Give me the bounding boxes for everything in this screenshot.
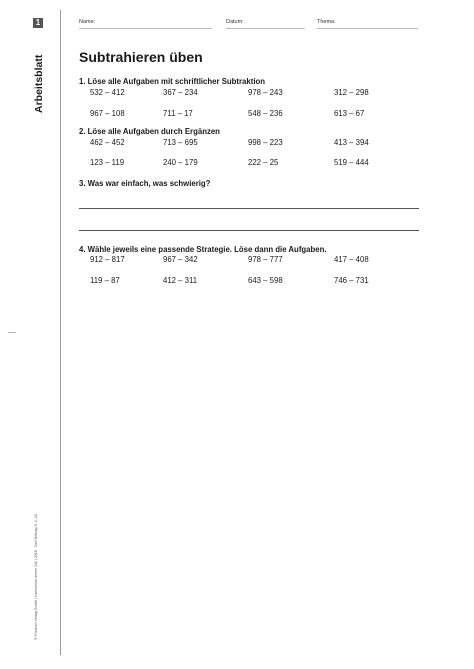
exercise: 643 – 598 [248, 276, 283, 285]
exercise: 240 – 179 [163, 158, 198, 167]
date-field[interactable] [226, 28, 305, 29]
name-label: Name: [79, 19, 96, 25]
page-number-badge: 1 [33, 18, 43, 28]
exercise: 746 – 731 [334, 276, 369, 285]
fold-mark [8, 332, 16, 333]
exercise: 978 – 243 [248, 88, 283, 97]
exercise: 978 – 777 [248, 255, 283, 264]
exercise: 119 – 87 [90, 276, 120, 285]
exercise: 462 – 452 [90, 138, 125, 147]
answer-line[interactable] [79, 230, 419, 231]
exercise: 413 – 394 [334, 138, 369, 147]
task-heading: 4. Wähle jeweils eine passende Strategie. Löse dann die Aufgaben. [79, 245, 327, 254]
sheet-label: Arbeitsblatt [33, 54, 45, 113]
exercise: 222 – 25 [248, 158, 279, 167]
date-label: Datum: [226, 19, 244, 25]
exercise: 367 – 234 [163, 88, 198, 97]
exercise: 967 – 108 [90, 109, 125, 118]
answer-line[interactable] [79, 208, 419, 209]
exercise: 613 – 67 [334, 109, 365, 118]
page-title: Subtrahieren üben [79, 49, 203, 65]
margin-line [60, 10, 61, 655]
task-heading: 2. Löse alle Aufgaben durch Ergänzen [79, 127, 220, 136]
task-heading: 1. Löse alle Aufgaben mit schriftlicher Subtraktion [79, 77, 266, 86]
exercise: 967 – 342 [163, 255, 198, 264]
topic-label: Thema: [317, 19, 336, 25]
topic-field[interactable] [317, 28, 418, 29]
copyright-note: © Friedrich Verlag GmbH | Hanhamcik lehren 311 | 2018 · Zum Beitrag S. 1–10 [34, 514, 38, 640]
exercise: 548 – 236 [248, 109, 283, 118]
exercise: 711 – 17 [163, 109, 193, 118]
exercise: 912 – 817 [90, 255, 125, 264]
exercise: 998 – 223 [248, 138, 283, 147]
exercise: 312 – 298 [334, 88, 369, 97]
exercise: 519 – 444 [334, 158, 369, 167]
exercise: 713 – 695 [163, 138, 198, 147]
exercise: 123 – 119 [90, 158, 125, 167]
name-field[interactable] [79, 28, 212, 29]
exercise: 532 – 412 [90, 88, 125, 97]
exercise: 417 – 408 [334, 255, 369, 264]
task-heading: 3. Was war einfach, was schwierig? [79, 179, 211, 188]
exercise: 412 – 311 [163, 276, 198, 285]
